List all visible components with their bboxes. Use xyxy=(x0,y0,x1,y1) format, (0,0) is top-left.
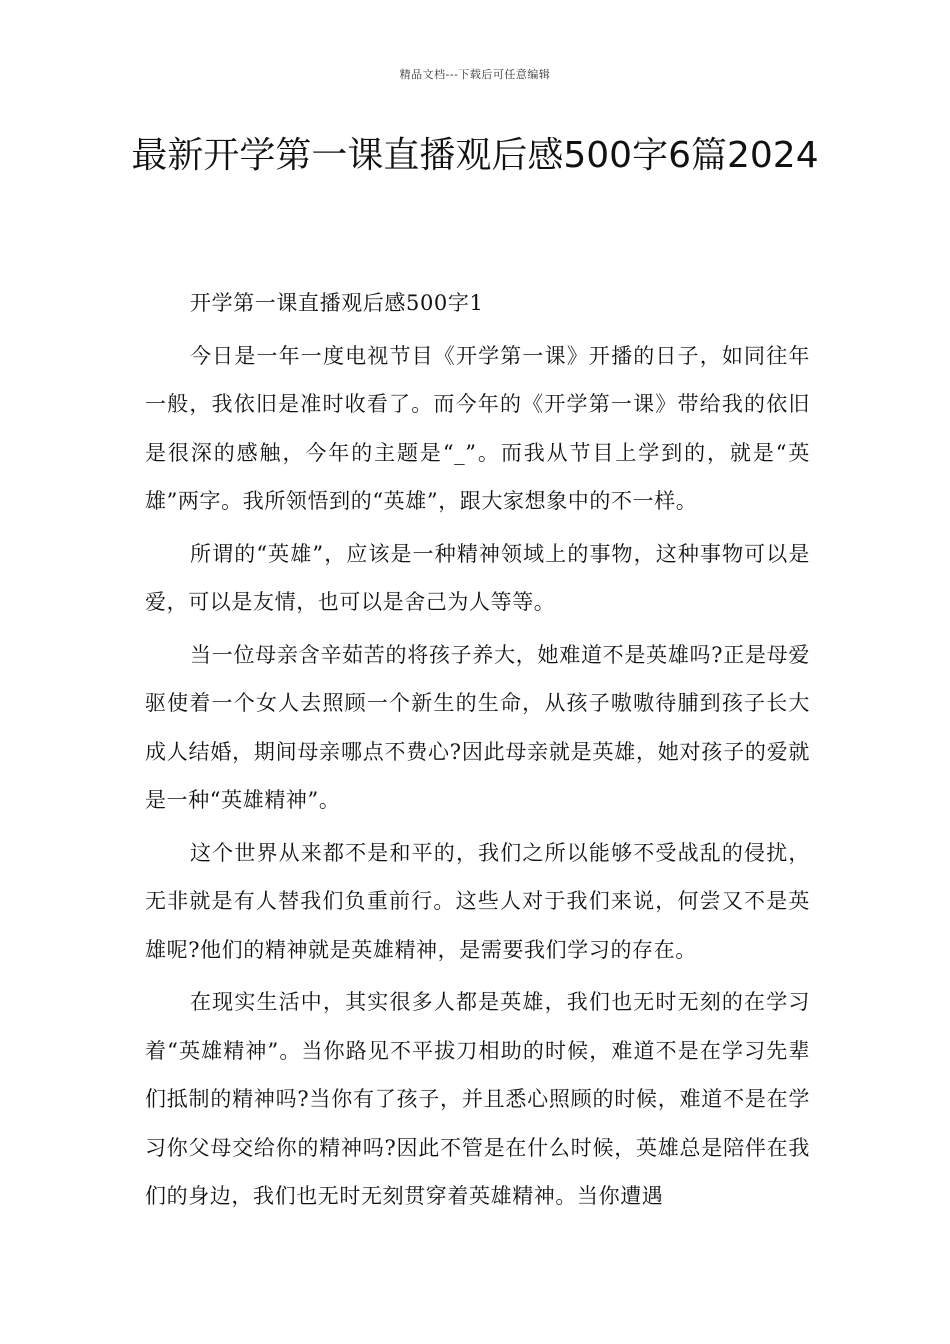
paragraph: 这个世界从来都不是和平的，我们之所以能够不受战乱的侵扰，无非就是有人替我们负重前行。这些人对于我们来说，何尝又不是英雄呢?他们的精神就是英雄精神，是需要我们学习的存在。 xyxy=(145,840,810,962)
header-note: 精品文档---下载后可任意编辑 xyxy=(399,68,551,81)
paragraph: 在现实生活中，其实很多人都是英雄，我们也无时无刻的在学习着“英雄精神”。当你路见不平拔刀相助的时候，难道不是在学习先辈们抵制的精神吗?当你有了孩子，并且悉心照顾的时候，难道不是在学习你父母交给你的精神吗?因此不管是在什么时候，英雄总是陪伴在我们的身边，我们也无时无刻贯穿着英雄精神。当你遭遇 xyxy=(145,990,810,1208)
document-title: 最新开学第一课直播观后感500字6篇2024 xyxy=(131,135,819,176)
paragraph: 所谓的“英雄”，应该是一种精神领域上的事物，这种事物可以是爱，可以是友情，也可以是舍己为人等等。 xyxy=(145,541,810,614)
paragraph: 当一位母亲含辛茹苦的将孩子养大，她难道不是英雄吗?正是母爱驱使着一个女人去照顾一个新生的生命，从孩子嗷嗷待脯到孩子长大成人结婚，期间母亲哪点不费心?因此母亲就是英雄，她对孩子的爱就是一种“英雄精神”。 xyxy=(145,642,810,812)
document-body xyxy=(145,279,810,1225)
section-heading: 开学第一课直播观后感500字1 xyxy=(190,291,484,315)
paragraph: 今日是一年一度电视节目《开学第一课》开播的日子，如同往年一般，我依旧是准时收看了。而今年的《开学第一课》带给我的依旧是很深的感触，今年的主题是“_”。而我从节目上学到的，就是“英雄”两字。我所领悟到的“英雄”，跟大家想象中的不一样。 xyxy=(145,343,810,513)
